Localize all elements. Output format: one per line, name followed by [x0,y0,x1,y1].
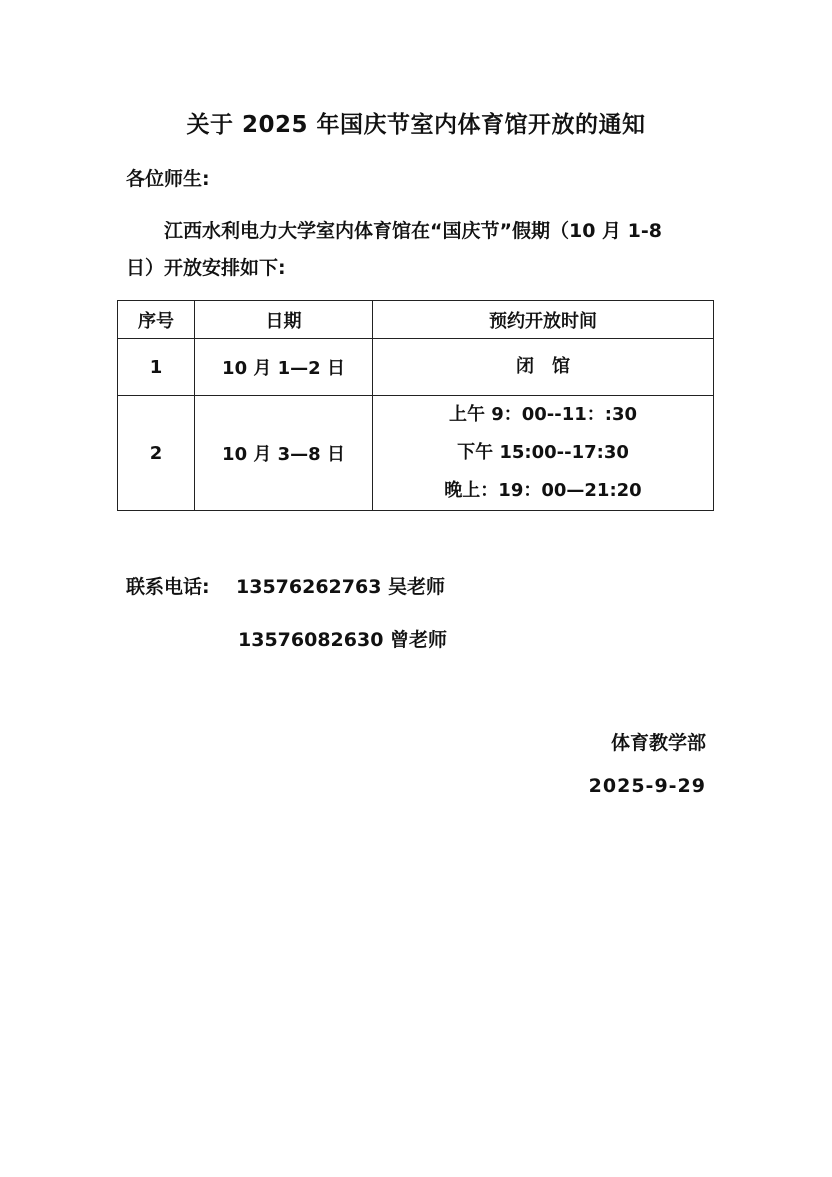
row-opening-time [373,339,714,396]
row-serial-number: 1 [118,339,195,396]
header-date: 日期 [195,301,373,339]
time-slot-evening: 晚上：19：00—21:20 [444,480,642,501]
table-row [118,396,714,511]
contact-label: 联系电话: [126,576,210,598]
time-slot: 闭 馆 [516,356,570,377]
salutation: 各位师生: [126,168,210,190]
row-date: 10 月 3—8 日 [195,396,373,511]
row-opening-time [373,396,714,511]
header-serial-number: 序号 [118,301,195,339]
time-slot-morning: 上午 9：00--11：:30 [448,404,638,425]
header-opening-time: 预约开放时间 [373,301,714,339]
row-date: 10 月 1—2 日 [195,339,373,396]
table-header-row [118,301,714,339]
intro-paragraph: 江西水利电力大学室内体育馆在“国庆节”假期（10 月 1-8 日）开放安排如下: [126,220,662,279]
row-serial-number: 2 [118,396,195,511]
contact-phone-2: 13576082630 曾老师 [238,629,448,651]
signature-date: 2025-9-29 [588,775,706,797]
schedule-table [117,300,714,511]
time-slot-afternoon: 下午 15:00--17:30 [457,442,629,463]
notice-title: 关于 2025 年国庆节室内体育馆开放的通知 [186,112,646,138]
table-row [118,339,714,396]
contact-phone-1: 13576262763 吴老师 [236,576,446,598]
signature-department: 体育教学部 [610,732,706,754]
